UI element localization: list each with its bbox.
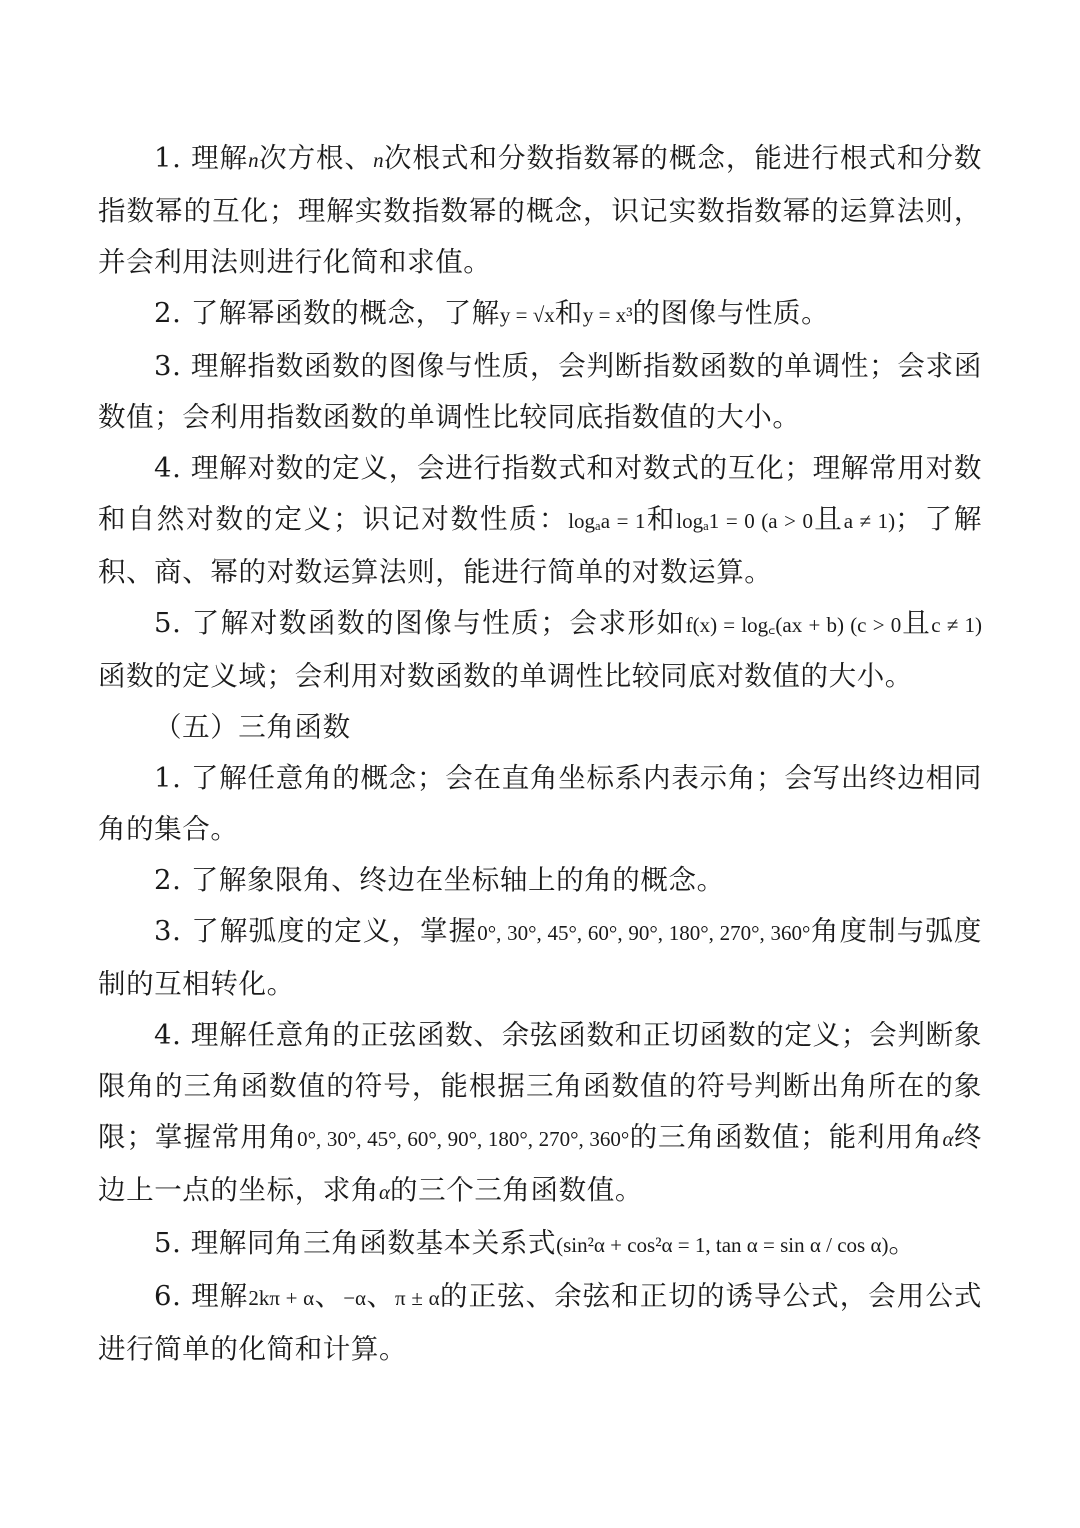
math-sqrt-x: y = √x <box>499 303 555 327</box>
item-5-log-functions: 5. 了解对数函数的图像与性质；会求形如f(x) = log꜀(ax + b) (c > 0且c ≠ 1)函数的定义域；会利用对数函数的单调性比较同底对数值的大小。 <box>98 607 983 692</box>
trig-item-2: 2. 了解象限角、终边在坐标轴上的角的概念。 <box>154 864 725 896</box>
math-2kpi-plus-alpha: 2kπ + α <box>248 1286 315 1310</box>
math-x-cubed: y = x³ <box>582 303 633 327</box>
math-pi-pm-alpha: π ± α <box>395 1286 440 1310</box>
math-neg-alpha: −α <box>343 1286 367 1310</box>
item-2-power-functions: 2. 了解幂函数的概念，了解y = √x和y = x³的图像与性质。 <box>154 297 830 329</box>
trig-item-6: 6. 理解2kπ + α、−α、π ± α的正弦、余弦和正切的诱导公式，会用公式进行简单的化简和计算。 <box>98 1280 982 1365</box>
math-n: n <box>373 148 384 172</box>
math-angle-list: 0°, 30°, 45°, 60°, 90°, 180°, 270°, 360° <box>297 1127 630 1151</box>
math-alpha: α <box>942 1127 954 1151</box>
item-1-roots-exponents: 1. 理解n次方根、n次根式和分数指数幂的概念，能进行根式和分数指数幂的互化；理解实数指数幂的概念，识记实数指数幂的运算法则，并会利用法则进行化简和求值。 <box>98 142 982 278</box>
math-c-ne-1: c ≠ 1) <box>931 613 983 637</box>
trig-item-1: 1. 了解任意角的概念；会在直角坐标系内表示角；会写出终边相同角的集合。 <box>98 762 982 845</box>
math-log-a-a: logₐa = 1 <box>568 509 646 533</box>
math-angle-list: 0°, 30°, 45°, 60°, 90°, 180°, 270°, 360° <box>477 921 811 945</box>
trig-item-3: 3. 了解弧度的定义，掌握0°, 30°, 45°, 60°, 90°, 180°, 270°, 360°角度制与弧度制的互相转化。 <box>98 915 983 1000</box>
math-log-a-1: logₐ1 = 0 (a > 0 <box>676 509 814 533</box>
trig-item-4: 4. 理解任意角的正弦函数、余弦函数和正切函数的定义；会判断象限角的三角函数值的符号，能根据三角函数值的符号判断出角所在的象限；掌握常用角0°, 30°, 45°, 60°, 90°, 180°, 270°, 360°的三角函数值；能利用角α终边上一点的坐标，求角α的三个三角函数值。 <box>98 1019 983 1206</box>
section-heading-trig: （五）三角函数 <box>154 711 351 743</box>
item-3-exponential-functions: 3. 理解指数函数的图像与性质，会判断指数函数的单调性；会求函数值；会利用指数函数的单调性比较同底指数值的大小。 <box>98 350 982 433</box>
math-log-function: f(x) = log꜀(ax + b) (c > 0 <box>685 613 902 637</box>
item-4-logarithms: 4. 理解对数的定义，会进行指数式和对数式的互化；理解常用对数和自然对数的定义；识记对数性质：logₐa = 1和logₐ1 = 0 (a > 0且a ≠ 1)；了解积、商、幂的对数运算法则，能进行简单的对数运算。 <box>98 452 983 588</box>
math-n: n <box>248 148 259 172</box>
math-pythagorean-identity: (sin²α + cos²α = 1, tan α = sin α / cos α) <box>556 1233 889 1257</box>
trig-item-5: 5. 理解同角三角函数基本关系式(sin²α + cos²α = 1, tan α = sin α / cos α)。 <box>154 1227 917 1259</box>
math-a-ne-1: a ≠ 1) <box>843 509 896 533</box>
math-alpha: α <box>379 1180 391 1204</box>
